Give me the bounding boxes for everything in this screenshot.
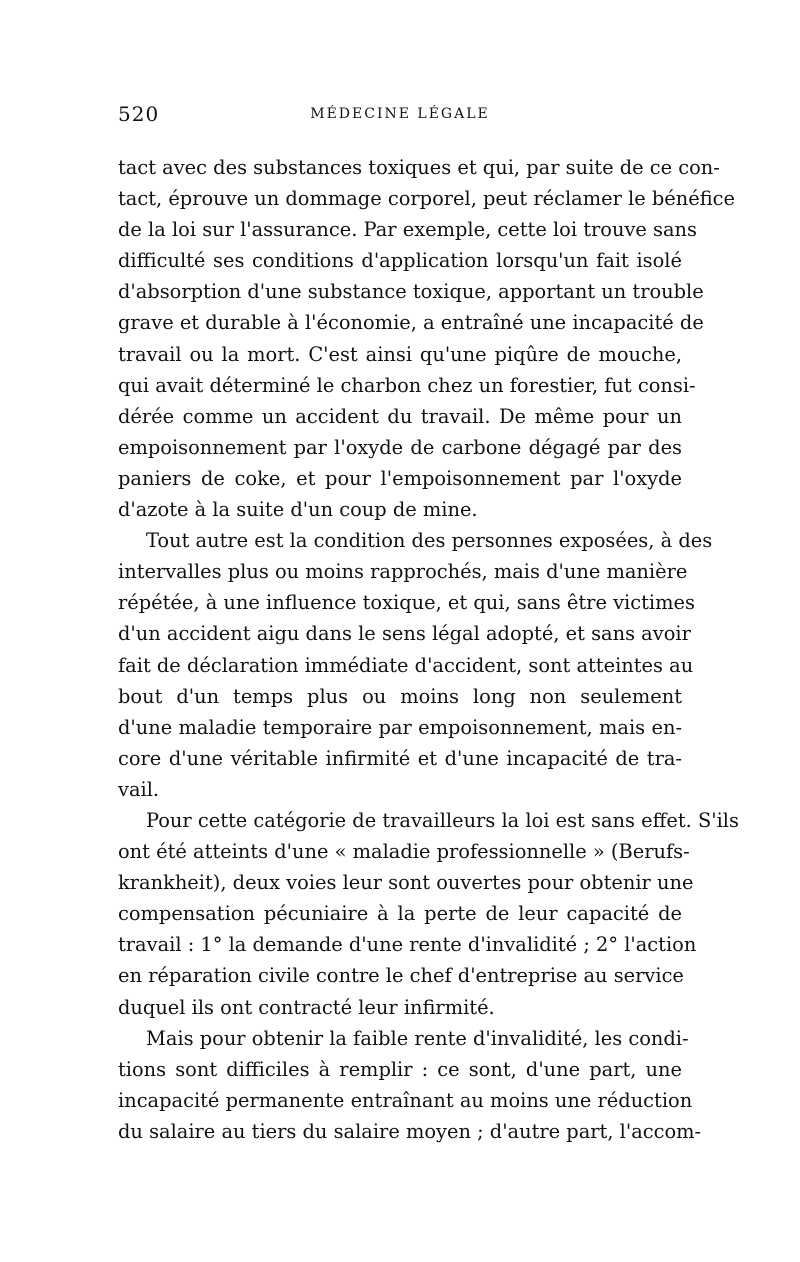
text-line: vail. xyxy=(118,777,160,801)
text-line: intervalles plus ou moins rapprochés, mais d'une manière xyxy=(118,560,688,584)
text-line: travail : 1° la demande d'une rente d'invalidité ; 2° l'action xyxy=(118,933,697,957)
text-line: qui avait déterminé le charbon chez un forestier, fut consi- xyxy=(118,373,696,397)
text-line: d'azote à la suite d'un coup de mine. xyxy=(118,498,478,522)
text-line: compensation pécuniaire à la perte de leur capacité de xyxy=(118,902,682,926)
text-line: répétée, à une influence toxique, et qui, sans être victimes xyxy=(118,591,695,615)
text-line: dérée comme un accident du travail. De même pour un xyxy=(118,404,682,428)
text-line: empoisonnement par l'oxyde de carbone dégagé par des xyxy=(118,435,682,459)
text-line: incapacité permanente entraînant au moins une réduction xyxy=(118,1088,693,1112)
paragraph xyxy=(118,152,735,525)
text-line: paniers de coke, et pour l'empoisonnement par l'oxyde xyxy=(118,466,682,490)
text-line: bout d'un temps plus ou moins long non seulement xyxy=(118,684,682,708)
page-header xyxy=(118,102,682,132)
text-line: duquel ils ont contracté leur infirmité. xyxy=(118,995,495,1019)
text-line: de la loi sur l'assurance. Par exemple, cette loi trouve sans xyxy=(118,218,697,242)
body-text xyxy=(118,152,739,1147)
text-line: en réparation civile contre le chef d'entreprise au service xyxy=(118,964,684,988)
text-line: d'un accident aigu dans le sens légal adopté, et sans avoir xyxy=(118,622,691,646)
running-head: MÉDECINE LÉGALE xyxy=(310,106,490,122)
page-number: 520 xyxy=(118,102,160,126)
text-line: fait de déclaration immédiate d'accident, sont atteintes au xyxy=(118,653,694,677)
paragraph xyxy=(118,805,739,1023)
text-line: d'une maladie temporaire par empoisonnement, mais en- xyxy=(118,715,682,739)
text-line: core d'une véritable infirmité et d'une incapacité de tra- xyxy=(118,746,682,770)
text-line: krankheit), deux voies leur sont ouvertes pour obtenir une xyxy=(118,871,694,895)
text-line: difficulté ses conditions d'application lorsqu'un fait isolé xyxy=(118,249,682,273)
text-line: Pour cette catégorie de travailleurs la loi est sans effet. S'ils xyxy=(146,808,739,832)
text-line: du salaire au tiers du salaire moyen ; d'autre part, l'accom- xyxy=(118,1119,702,1143)
text-line: Mais pour obtenir la faible rente d'invalidité, les condi- xyxy=(146,1026,689,1050)
text-line: tact avec des substances toxiques et qui, par suite de ce con- xyxy=(118,156,720,179)
paragraph xyxy=(118,1023,702,1147)
book-page xyxy=(118,102,739,1147)
text-line: travail ou la mort. C'est ainsi qu'une piqûre de mouche, xyxy=(118,342,682,366)
text-line: Tout autre est la condition des personnes exposées, à des xyxy=(146,529,713,553)
paragraph xyxy=(118,525,713,805)
text-line: ont été atteints d'une « maladie professionnelle » (Berufs- xyxy=(118,840,690,864)
text-line: grave et durable à l'économie, a entraîné une incapacité de xyxy=(118,311,704,335)
text-line: tact, éprouve un dommage corporel, peut réclamer le bénéfice xyxy=(118,187,735,211)
text-line: d'absorption d'une substance toxique, apportant un trouble xyxy=(118,280,704,304)
text-line: tions sont difficiles à remplir : ce sont, d'une part, une xyxy=(118,1057,682,1081)
